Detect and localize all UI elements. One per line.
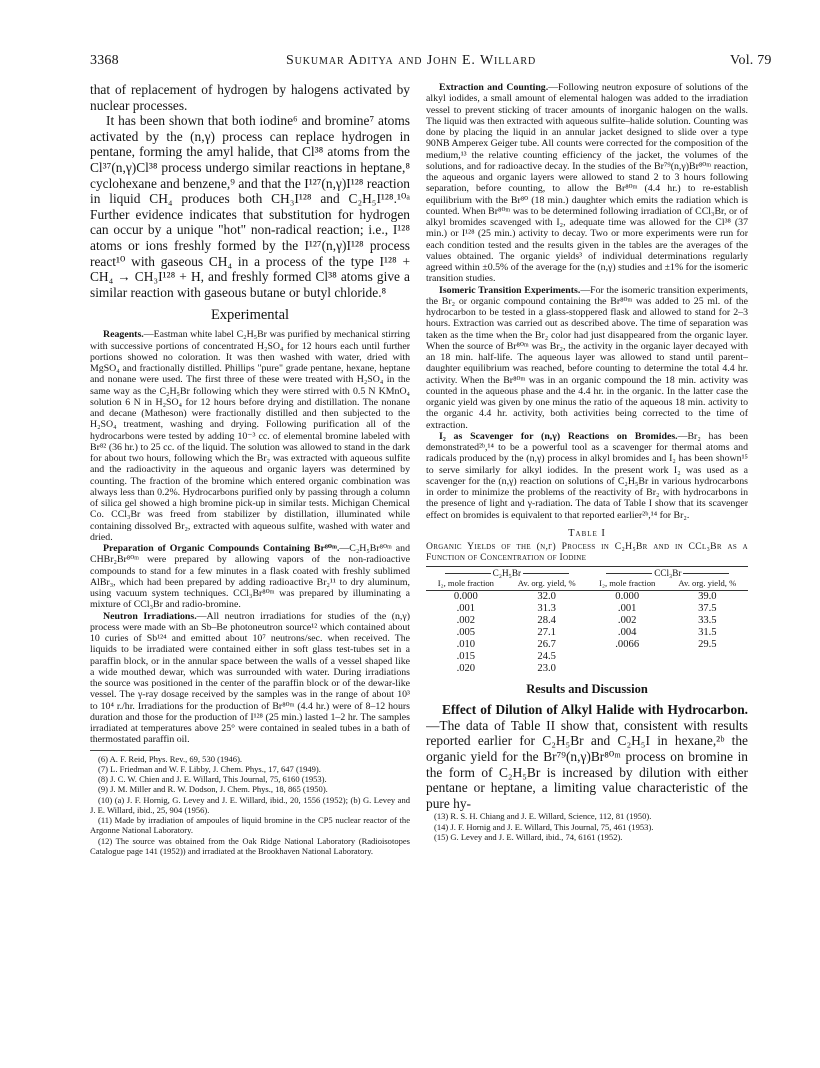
- run-in-heading-reagents: Reagents.: [103, 329, 144, 341]
- run-in-heading-extraction: Extraction and Counting.: [439, 82, 549, 93]
- cell-yield-right: 31.5: [698, 627, 717, 639]
- footnote-14: (14) J. F. Hornig and J. E. Willard, This Journal, 75, 461 (1953).: [434, 821, 654, 832]
- cell-yield-left: 28.4: [537, 615, 556, 627]
- run-in-heading-preparation: Preparation of Organic Compounds Containing Br⁸⁰ᵐ.: [103, 543, 340, 555]
- group-label-left: C₂H₅Br: [492, 567, 522, 578]
- table-caption: Organic Yields of the (n,γ) Process in C₂H₅Br and in CCl₃Br as a Function of Concentration of Iodine: [426, 540, 748, 564]
- footnote-7: (7) L. Friedman and W. F. Libby, J. Chem. Phys., 17, 647 (1949).: [98, 763, 321, 774]
- cell-i2-left: 0.000: [453, 591, 478, 603]
- table-row: [426, 651, 748, 663]
- cell-yield-left: 24.5: [537, 651, 556, 663]
- col-header-yield-left: Av. org. yield, %: [506, 579, 588, 591]
- cell-yield-left: 26.7: [537, 639, 556, 651]
- cell-yield-left: 31.3: [537, 603, 556, 615]
- footnote-10: (10) (a) J. F. Hornig, G. Levey and J. E. Willard, ibid., 20, 1556 (1952); (b) G. Levey and J. E. Willard, ibid., 25, 904 (1956).: [90, 794, 410, 815]
- table-group-c2h5br: [426, 566, 588, 579]
- col-header-i2-right: I₂, mole fraction: [588, 579, 667, 591]
- neutron-text: —All neutron irradiations for studies of the (n,γ) process were made with an Sb–Be photoneutron source¹² which contained about 10 curies of Sb¹²⁴ and emitted about 10⁷ neutrons/sec. when received. The liquids to be irradiated were contained either in soft glass test-tubes set in a paraffin block, or in the annular space between the walls of a vessel shaped like a wide mouthed dewar, which was surrounded with water. During irradiations the source was positioned in the center of the paraffin block or of the dewar-like vessel. The γ-ray dosage received by the samples was in the range of about 10³ to 10⁴ r./hr. Irradiations for the production of Br⁸⁰ᵐ (4.4 hr.) were of 8–12 hours duration and those for the production of I¹²⁸ (25 min.) lasted 1–2 hr. The samples irradiated at temperatures above 25° were contained in sealed tubes in a bath of thermostated paraffin oil.: [90, 610, 410, 746]
- cell-yield-left: 32.0: [537, 591, 556, 603]
- preparation-text: —C₂H₅Br⁸⁰ᵐ and CHBr₂Br⁸⁰ᵐ were prepared by allowing vapors of the non-radioactive compounds to stand for a few minutes in a flask coated with freshly sublimed AlBr₃, which had been prepared by adding radioactive Br₂¹¹ to dry aluminum, using vacuum system techniques. CCl₃Br⁸⁰ᵐ was prepared by illuminating a mixture of CCl₃Br and radio-bromine.: [90, 543, 410, 611]
- footnote-rule: [90, 750, 160, 751]
- run-in-heading-isomeric: Isomeric Transition Experiments.: [439, 284, 581, 296]
- paragraph-dilution-effect: [426, 702, 748, 811]
- section-heading-experimental: Experimental: [210, 307, 290, 324]
- cell-i2-left: .020: [456, 663, 476, 675]
- cell-yield-right: [667, 663, 748, 675]
- table-row: [426, 639, 748, 651]
- table-group-ccl3br: [588, 566, 748, 579]
- table-row: [426, 603, 748, 615]
- footnote-11: (11) Made by irradiation of ampoules of liquid bromine in the CP5 nuclear reactor of the Argonne National Laboratory.: [90, 815, 410, 836]
- paragraph-isomeric-transition: [426, 285, 748, 431]
- paragraph-iodine-scavenger: [426, 431, 748, 521]
- scavenger-text: —Br₂ has been demonstrated²ᵇ,¹⁴ to be a powerful tool as a scavenger for thermal atoms and radicals produced by the (n,γ) process in alkyl bromides and I₂ has been shown¹⁵ to serve similarly for alkyl iodides. In the present work I₂ was used as a scavenger for the (n,γ) reaction on solutions of C₂H₅Br in various hydrocarbons in order to minimize the problems of the reactivity of Br₂ with hydrocarbons in the presence of light and γ-radiation. The data of Table I show that its scavenger effect on bromides is equivalent to that reported earlier²ᵇ,¹⁴ for Br₂.: [426, 430, 748, 521]
- section-heading-results: Results and Discussion: [526, 682, 648, 697]
- footnote-15: (15) G. Levey and J. E. Willard, ibid., 74, 6161 (1952).: [434, 831, 623, 842]
- cell-yield-right: 29.5: [698, 639, 717, 651]
- data-table: [426, 566, 748, 676]
- table-column-header-row: [426, 579, 748, 591]
- paragraph-neutron-irradiations: [90, 611, 410, 746]
- paragraph-hot-atom-background: It has been shown that both iodine⁶ and bromine⁷ atoms activated by the (n,γ) process can replace hydrogen in pentane, forming the amyl halide, that Cl³⁸ atoms from the Cl³⁷(n,γ)Cl³⁸ process undergo similar reactions in heptane,⁸ cyclohexane and benzene,⁹ and that the I¹²⁷(n,γ)I¹²⁸ reaction in liquid CH₄ produces both CH₃I¹²⁸ and C₂H₅I¹²⁸.¹⁰ᵃ Further evidence indicates that substitution for hydrogen can occur by a unique "hot" non-radical reaction; i.e., I¹²⁸ atoms or ions freshly formed by the I¹²⁷(n,γ)I¹²⁸ process react¹⁰ with gaseous CH₄ in a process of the type I¹²⁸ + CH₄ → CH₃I¹²⁸ + H, and freshly formed Cl³⁸ atoms give a similar reaction with gaseous butane or butyl chloride.⁸: [90, 113, 410, 300]
- cell-i2-left: .005: [456, 627, 476, 639]
- run-in-heading-scavenger: I₂ as Scavenger for (n,γ) Reactions on Bromides.: [439, 430, 678, 442]
- table-row: [426, 663, 748, 675]
- left-column: [90, 82, 410, 1054]
- cell-i2-right: .002: [617, 615, 637, 627]
- cell-i2-right: .0066: [615, 639, 640, 651]
- cell-yield-left: 27.1: [537, 627, 556, 639]
- run-in-heading-dilution: Effect of Dilution of Alkyl Halide with Hydrocarbon.: [442, 702, 748, 718]
- cell-i2-right: [588, 663, 667, 675]
- cell-yield-right: 33.5: [698, 615, 717, 627]
- footnote-12: (12) The source was obtained from the Oak Ridge National Laboratory (Radioisotopes Catalogue page 141 (1952)) and irradiated at the Brookhaven National Laboratory.: [90, 835, 410, 856]
- table-label: Table I: [568, 527, 606, 539]
- paragraph-extraction-counting: [426, 82, 748, 285]
- cell-i2-right: .001: [617, 603, 637, 615]
- extraction-text: —Following neutron exposure of solutions of the alkyl iodides, a small amount of elemental halogen was added to the irradiation vessel to prevent sticking of tracer amounts of inorganic halogen on the walls. The liquid was then extracted with aqueous sulfite–halide solution. Counting was done by placing the liquid in an annular jacket designed to slide over a type 90NB Amperex Geiger tube. All counts were corrected for the composition of the medium,¹³ the relative counting efficiency of the jacket, the volumes of the solutions, and for radioactive decay. In the studies of the Br⁷⁹(n,γ)Br⁸⁰ᵐ reaction, the aqueous and organic layers were allowed to stand 2 to 3 hours following separation, before counting, to allow the Br⁸⁰ᵐ (4.4 hr.) to re-establish equilibrium with the Br⁸⁰ (18 min.) daughter which emits the radiation which is counted. When Br⁸⁰ᵐ was to be determined following irradiation of CCl₃Br, or of alkyl bromides scavenged with I₂, adequate time was allowed for the Cl³⁸ (37 min.) or I¹²⁸ (25 min.) activity to decay. Two or more experiments were run for each condition tested and the results given in the tables are the averages of the values obtained. The organic yields³ of individual determinations regularly agreed within ±0.5% of the average for the (n,γ) studies and ±1% for the isomeric transition studies.: [426, 82, 748, 285]
- paragraph-continuation: that of replacement of hydrogen by halogens activated by nuclear processes.: [90, 82, 410, 113]
- footnote-13: (13) R. S. H. Chiang and J. E. Willard, Science, 112, 81 (1950).: [434, 811, 652, 822]
- cell-i2-right: 0.000: [615, 591, 640, 603]
- cell-i2-right: [588, 651, 667, 663]
- table-row: [426, 591, 748, 604]
- table-row: [426, 615, 748, 627]
- dilution-text: —The data of Table II show that, consistent with results reported earlier for C₂H₅Br and C₂H₅I in hexane,²ᵇ the organic yield for the Br⁷⁹(n,γ)Br⁸⁰ᵐ process on bromine in the form of C₂H₅Br is increased by dilution with either pentane or heptane, a limiting value characteristic of the pure hy-: [426, 717, 748, 811]
- footnote-6: (6) A. F. Reid, Phys. Rev., 69, 530 (1946).: [98, 753, 243, 764]
- footnote-8: (8) J. C. W. Chien and J. E. Willard, This Journal, 75, 6160 (1953).: [98, 774, 327, 785]
- group-label-right: CCl₃Br: [654, 567, 682, 578]
- footnote-9: (9) J. M. Miller and R. W. Dodson, J. Chem. Phys., 18, 865 (1950).: [98, 784, 328, 795]
- cell-yield-right: 39.0: [698, 591, 717, 603]
- right-column: [426, 82, 748, 1054]
- table-group-header-row: [426, 566, 748, 579]
- cell-yield-left: 23.0: [537, 663, 556, 675]
- table-row: [426, 627, 748, 639]
- col-header-i2-left: I₂, mole fraction: [426, 579, 506, 591]
- cell-i2-right: .004: [617, 627, 637, 639]
- cell-i2-left: .001: [456, 603, 476, 615]
- cell-i2-left: .010: [456, 639, 476, 651]
- cell-yield-right: 37.5: [698, 603, 717, 615]
- isomeric-text: —For the isomeric transition experiments, the Br₂ or organic compound containing the Br⁸⁰ᵐ was added to 25 ml. of the hydrocarbon to be tested in a glass-stoppered flask and allowed to stand for 2–3 hours. Extraction was carried out as described above. The time of separation was taken as the time when the Br₂ color had just disappeared from the organic layer. When the source of Br⁸⁰ᵐ was Br₂, the activity in the organic layer decayed with an 18 min. half-life. The aqueous layer was allowed to stand until parent–daughter equilibrium was reached, before counting to determine the total 4.4 hr. activity. When the Br⁸⁰ᵐ was in an organic compound the 18 min. activity was counted in the aqueous phase and the 4.4 hr. in the organic. In the latter case the organic yield was given by one minus the ratio of the aqueous 18 min. activity to the organic 4.4 hr. activity, both activities being corrected to the time of extraction.: [426, 284, 748, 431]
- run-in-heading-neutron: Neutron Irradiations.: [103, 610, 197, 622]
- paragraph-reagents: [90, 329, 410, 543]
- running-head-authors: Sukumar Aditya and John E. Willard: [286, 53, 537, 68]
- cell-i2-left: .002: [456, 615, 476, 627]
- col-header-yield-right: Av. org. yield, %: [667, 579, 748, 591]
- reagents-text: —Eastman white label C₂H₅Br was purified by mechanical stirring with successive portions of concentrated H₂SO₄ for 12 hours each until further portions showed no coloration. It was then washed with water, dried with MgSO₄ and fractionally distilled. Phillips "pure" grade pentane, hexane, heptane and nonane were used. The first three of these were treated with H₂SO₄ in the same way as the C₂H₅Br following which they were stirred with 0.5 N KMnO₄ solution 6 N in H₂SO₄ for 12 hours before drying and distillation. The nonane and decane (Matheson) were fractionally distilled and then subjected to the H₂SO₄ treatment, washing and drying. Following purification all of the hydrocarbons were tested by adding 10⁻³ cc. of elemental bromine labeled with Br⁸² (36 hr.) to 25 cc. of the liquid. The solution was allowed to stand in the dark for about two hours, following which the Br₂ was extracted with aqueous sulfite and the radioactivity in the aqueous and organic layers was determined by counting. The fraction of the bromine which entered organic combination was always less than 0.2%. Hydrocarbons purified only by passing through a column of silica gel showed a high bromine pick-up in similar tests. Michigan Chemical Co. CCl₃Br was freed from stabilizer by distillation, illuminated while containing dissolved Br₂, extracted with aqueous sulfite, washed with water and dried.: [90, 329, 410, 543]
- paragraph-preparation: [90, 543, 410, 611]
- page-number: 3368: [90, 53, 119, 68]
- volume-label: Vol. 79: [730, 53, 772, 68]
- cell-i2-left: .015: [456, 651, 476, 663]
- cell-yield-right: [667, 651, 748, 663]
